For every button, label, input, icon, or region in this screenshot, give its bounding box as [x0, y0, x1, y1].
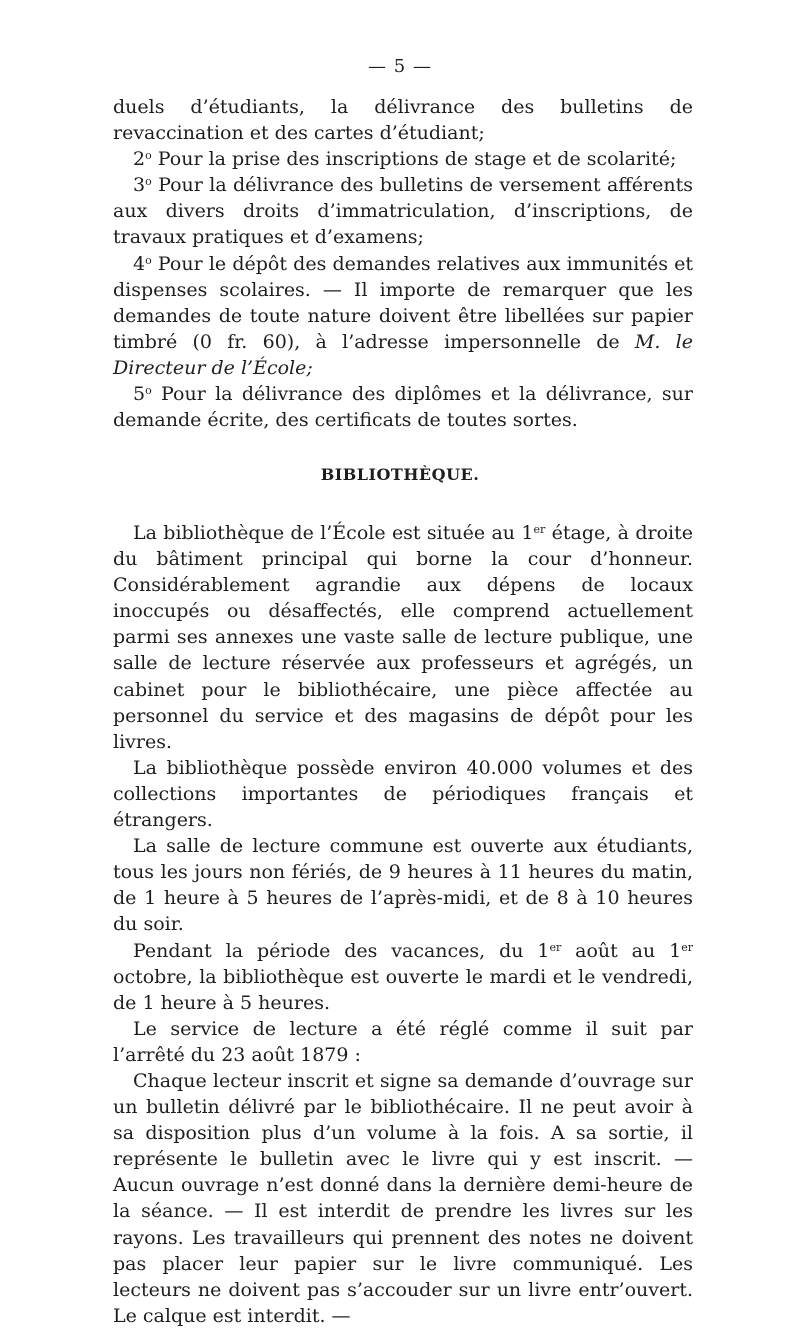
text-span: étage, à droite du bâtiment principal qui borne la cour d’honneur. Considérablement agrandie aux dépens de locaux inoccupés ou désaffectés, elle comprend actuellement parmi ses annexes une vaste salle de lecture publique, une salle de lecture réservée aux professeurs et agrégés, un cabinet pour le bibliothécaire, une pièce affectée au personnel du service et des magasins de dépôt pour les livres. — [113, 522, 693, 753]
list-item-4 — [113, 251, 693, 381]
item-number: 3 — [133, 174, 146, 197]
ordinal-sup: er — [681, 940, 693, 954]
item-number: 4 — [133, 252, 146, 275]
item-italic-text: M. le Directeur de l’École; — [113, 330, 693, 379]
ordinal-sup: er — [549, 940, 562, 954]
item-text: Pour la délivrance des bulletins de versement afférents aux divers droits d’immatriculation, d’inscriptions, de travaux pratiques et d’examens; — [113, 174, 693, 249]
paragraph-hours: La salle de lecture commune est ouverte aux étudiants, tous les jours non fériés, de 9 heures à 11 heures du matin, de 1 heure à 5 heures de l’après-midi, et de 8 à 10 heures du soir. — [113, 835, 693, 936]
text-span: octobre, la bibliothèque est ouverte le mardi et le vendredi, de 1 heure à 5 heures. — [113, 965, 693, 1014]
item-text: Pour le dépôt des demandes relatives aux immunités et dispenses scolaires. — Il importe de remarquer que les demandes de toute nature doivent être libellées sur papier timbré (0 fr. 60), à l’adresse impersonnelle de — [113, 252, 693, 353]
item-number: 2 — [133, 148, 146, 171]
enumeration-block — [113, 94, 693, 433]
section-heading: BIBLIOTHÈQUE. — [320, 465, 480, 484]
item-text: Pour la délivrance des diplômes et la délivrance, sur demande écrite, des certificats de toutes sortes. — [113, 383, 693, 432]
list-item-2 — [113, 146, 693, 172]
item-text: Pour la prise des inscriptions de stage et de scolarité; — [151, 148, 677, 171]
paragraph-collections: La bibliothèque possède environ 40.000 volumes et des collections importantes de périodiques français et étrangers. — [113, 756, 693, 832]
page-number: — 5 — — [368, 56, 432, 77]
list-item-3 — [113, 172, 693, 250]
library-text-block — [113, 520, 693, 1329]
item-ordinal: o — [145, 175, 152, 189]
paragraph-vacations — [113, 938, 693, 1016]
item-ordinal: o — [145, 384, 152, 398]
continuation-paragraph: duels d’étudiants, la délivrance des bulletins de revaccination et des cartes d’étudiant; — [113, 96, 693, 145]
text-span: La bibliothèque de l’École est située au 1 — [133, 522, 534, 544]
paragraph-rules: Chaque lecteur inscrit et signe sa demande d’ouvrage sur un bulletin délivré par le bibliothécaire. Il ne peut avoir à sa disposition plus d’un volume à la fois. A sa sortie, il représente le bulletin avec le livre qui y est inscrit. — Aucun ouvrage n’est donné dans la dernière demi-heure de la séance. — Il est interdit de prendre les livres sur les rayons. Les travailleurs qui prennent des notes ne doivent pas placer leur papier sur le livre communiqué. Les lecteurs ne doivent pas s’accouder sur un livre entr’ouvert. Le calque est interdit. — — [113, 1069, 693, 1327]
text-span: août au 1 — [561, 939, 682, 962]
paragraph-location — [113, 520, 693, 755]
text-span: Pendant la période des vacances, du 1 — [133, 939, 550, 962]
ordinal-sup: er — [533, 523, 546, 536]
item-ordinal: o — [145, 253, 152, 267]
item-ordinal: o — [145, 149, 152, 163]
item-number: 5 — [133, 383, 146, 406]
paragraph-decree: Le service de lecture a été réglé comme il suit par l’arrêté du 23 août 1879 : — [113, 1017, 693, 1066]
list-item-5 — [113, 381, 693, 433]
